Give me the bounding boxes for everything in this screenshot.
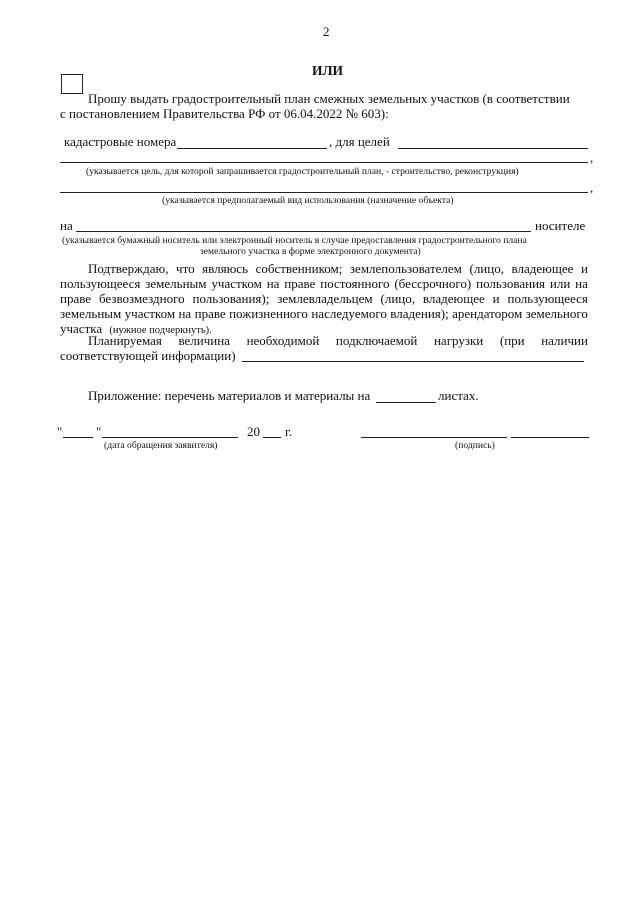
word: подключаемой <box>335 333 418 348</box>
word: (бессрочного) <box>394 276 472 291</box>
word: земельного <box>525 306 588 321</box>
word: земельным <box>145 276 207 291</box>
word: землевладельцем <box>277 291 373 306</box>
date-year-field[interactable] <box>263 437 281 438</box>
medium-hint-1: (указывается бумажный носитель или электронный носитель в случае предоставления градостроительного плана <box>62 235 527 246</box>
date-hint: (дата обращения заявителя) <box>104 440 218 451</box>
word: на <box>178 306 192 321</box>
word: собственником; <box>255 261 343 276</box>
word: участком <box>211 276 262 291</box>
purpose-comma: , <box>590 150 594 165</box>
underline-note: (нужное подчеркнуть). <box>109 325 212 336</box>
page-number: 2 <box>323 24 330 39</box>
purpose-label: , для целей <box>329 134 390 149</box>
date-quote-close: " <box>96 424 102 439</box>
word: пользующееся <box>507 291 588 306</box>
request-line-2: с постановлением Правительства РФ от 06.04.2022 № 603): <box>60 106 389 121</box>
cadastral-label: кадастровые номера <box>64 134 177 149</box>
word: являюсь <box>202 261 248 276</box>
word: что <box>176 261 195 276</box>
word: пользования); <box>192 291 270 306</box>
word: (лицо, <box>469 261 504 276</box>
word: пользования <box>476 276 546 291</box>
word: постоянного <box>320 276 390 291</box>
confirm-line-3 <box>60 291 588 306</box>
word: на <box>266 276 280 291</box>
word: и <box>580 261 588 276</box>
load-line-1 <box>88 333 588 348</box>
use-comma: , <box>590 180 594 195</box>
word: земельным <box>60 306 122 321</box>
appendix-sheets-field[interactable] <box>376 402 436 403</box>
word: пожизненного <box>229 306 308 321</box>
purpose-field[interactable] <box>60 162 588 163</box>
request-line-1: Прошу выдать градостроительный план смежных земельных участков (в соответствии <box>88 91 570 106</box>
signature-name-field[interactable] <box>511 437 589 438</box>
medium-prefix: на <box>60 218 73 233</box>
word: безвозмездного <box>98 291 185 306</box>
word: праве <box>194 306 226 321</box>
intended-use-field[interactable] <box>60 192 588 193</box>
date-year-prefix: 20 <box>247 424 260 439</box>
date-month-field[interactable] <box>102 437 238 438</box>
load-line-2: соответствующей информации) <box>60 348 236 363</box>
confirm-line-2 <box>60 276 588 291</box>
date-year-suffix: г. <box>285 424 293 439</box>
word: Планируемая <box>88 333 162 348</box>
appendix-suffix: листах. <box>438 388 479 403</box>
word: праве <box>60 291 92 306</box>
or-heading: ИЛИ <box>312 63 344 78</box>
word: участка <box>60 321 103 336</box>
word: землепользователем <box>349 261 462 276</box>
word: (при <box>499 333 525 348</box>
word: арендатором <box>452 306 523 321</box>
purpose-hint: (указывается цель, для которой запрашивается градостроительный план, - строительство, реконструкция) <box>86 166 519 177</box>
medium-suffix: носителе <box>535 218 586 233</box>
medium-hint-2: земельного участка в форме электронного документа) <box>200 246 421 257</box>
word: на <box>575 276 588 291</box>
word: и <box>492 291 500 306</box>
word: необходимой <box>246 333 320 348</box>
date-day-field[interactable] <box>63 437 93 438</box>
word: участком <box>124 306 176 321</box>
word: владеющее <box>422 291 485 306</box>
purpose-field-start[interactable] <box>398 148 588 149</box>
cadastral-numbers-field[interactable] <box>177 148 327 149</box>
word: наличии <box>541 333 588 348</box>
word: владения); <box>390 306 449 321</box>
confirm-line-1 <box>88 261 588 276</box>
use-hint: (указывается предполагаемый вид использования (назначение объекта) <box>162 195 454 206</box>
word: Подтверждаю, <box>88 261 169 276</box>
signature-hint: (подпись) <box>455 440 495 451</box>
word: праве <box>284 276 316 291</box>
signature-field[interactable] <box>361 437 507 438</box>
date-quote-open: " <box>57 424 63 439</box>
word: величина <box>178 333 230 348</box>
request-checkbox[interactable] <box>61 74 83 94</box>
confirm-line-4 <box>60 306 588 321</box>
load-field[interactable] <box>242 361 584 362</box>
word: пользующееся <box>60 276 141 291</box>
medium-field[interactable] <box>76 231 531 232</box>
appendix-text: Приложение: перечень материалов и материалы на <box>88 388 371 403</box>
word: наследуемого <box>311 306 387 321</box>
word: нагрузки <box>433 333 484 348</box>
word: или <box>549 276 571 291</box>
word: владеющее <box>511 261 574 276</box>
word: (лицо, <box>380 291 415 306</box>
